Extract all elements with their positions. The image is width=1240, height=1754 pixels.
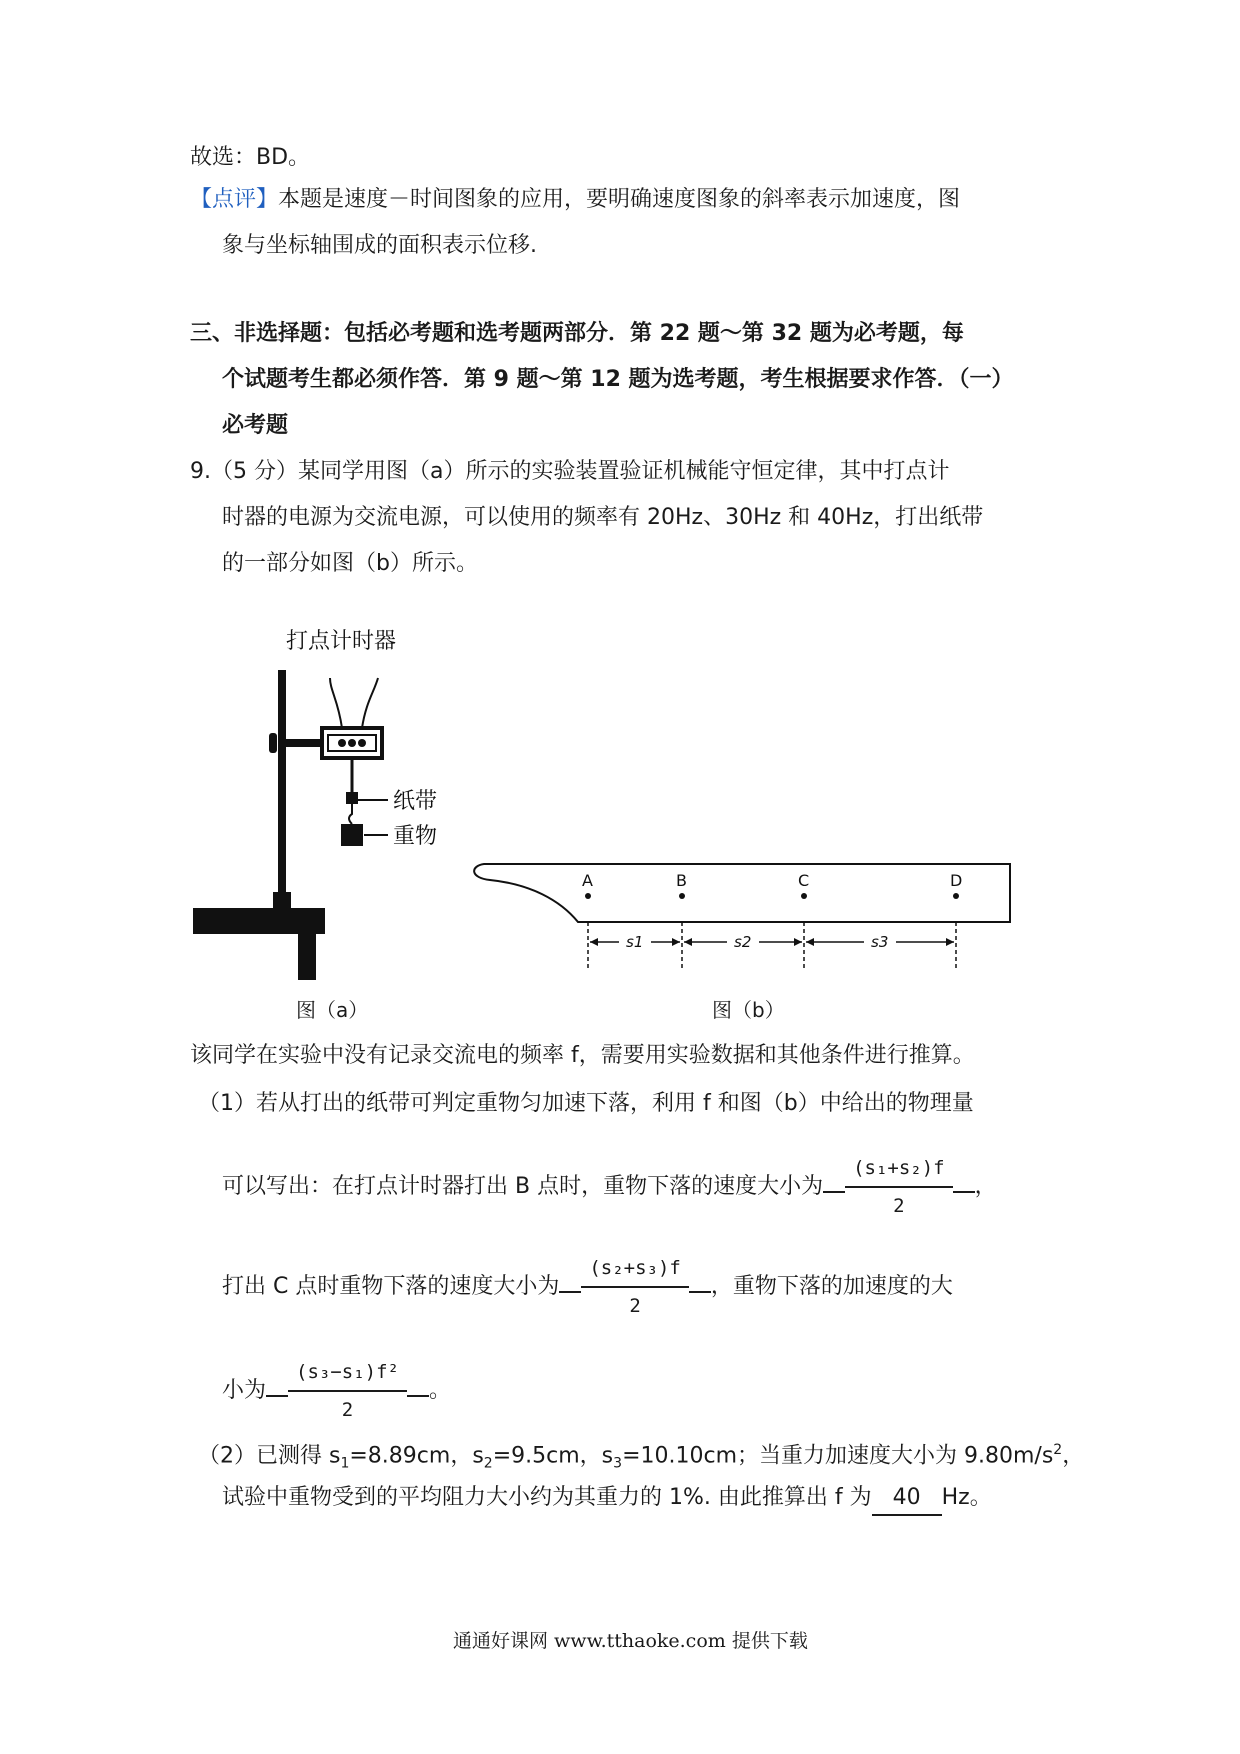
part1-text-a: 小为	[222, 1378, 267, 1403]
clamp-arm	[278, 739, 322, 747]
tape-segments	[588, 922, 956, 968]
answer-vB-den: 2	[845, 1186, 953, 1222]
question-line-3: 的一部分如图（b）所示。	[222, 551, 478, 576]
section-heading-3: 必考题	[222, 413, 289, 438]
clamp-knob	[269, 733, 277, 753]
answer-vB-num: (s₁+s₂)f	[853, 1157, 945, 1179]
part1-line-4	[222, 1356, 451, 1426]
answer-vC-num: (s₂+s₃)f	[589, 1257, 681, 1279]
figure-a-apparatus	[180, 620, 480, 980]
segment-label-s2: s2	[734, 933, 752, 951]
segment-head-right-s1	[672, 938, 680, 946]
answer-vC-den: 2	[581, 1286, 689, 1322]
stand-rod	[278, 670, 286, 894]
section-heading-2: 个试题考生都必须作答．第 9 题～第 12 题为选考题，考生根据要求作答．（一）	[222, 367, 1014, 392]
segment-label-s1: s1	[626, 933, 644, 951]
table-top	[193, 908, 325, 934]
answer-vB	[845, 1152, 953, 1222]
part2-line-2: 试验中重物受到的平均阻力大小约为其重力的 1%. 由此推算出 f 为 40 Hz。	[222, 1482, 992, 1516]
part1-text-vB: 可以写出：在打点计时器打出 B 点时，重物下落的速度大小为	[222, 1174, 824, 1199]
part1-line-2	[222, 1152, 997, 1222]
segment-head-left-s1	[590, 938, 598, 946]
section-heading-1: 三、非选择题：包括必考题和选考题两部分．第 22 题～第 32 题为必考题，每	[190, 321, 964, 346]
tape-point-label-A: A	[582, 871, 593, 890]
comma: ，	[974, 1174, 997, 1199]
tape-dot-C	[801, 893, 807, 899]
answer-vC	[581, 1252, 689, 1322]
tape-dot-D	[953, 893, 959, 899]
answer-a-num: (s₃−s₁)f²	[296, 1361, 399, 1383]
tape-point-label-D: D	[950, 871, 963, 890]
segment-label-s3: s3	[871, 933, 889, 951]
tape-dot-B	[679, 893, 685, 899]
period: 。	[428, 1378, 451, 1403]
part1-text-accel: ，重物下落的加速度的大	[710, 1274, 953, 1299]
label-timer: 打点计时器	[286, 629, 397, 654]
part1-line-1: （1）若从打出的纸带可判定重物匀加速下落，利用 f 和图（b）中给出的物理量	[198, 1091, 974, 1116]
segment-head-right-s2	[794, 938, 802, 946]
hook	[349, 804, 352, 824]
comment-tag: 【点评】	[190, 187, 279, 212]
answer-a	[288, 1356, 407, 1426]
comment-text-1: 本题是速度－时间图象的应用，要明确速度图象的斜率表示加速度，图	[278, 187, 961, 212]
tape-dot-A	[585, 893, 591, 899]
timer-wire-1	[330, 678, 342, 728]
table-leg	[298, 934, 316, 980]
part1-line-3	[222, 1252, 953, 1322]
figure-b-caption: 图（b）	[712, 998, 785, 1022]
part1-text-vC: 打出 C 点时重物下落的速度大小为	[222, 1274, 560, 1299]
segment-head-left-s2	[684, 938, 692, 946]
weight-block	[341, 824, 363, 846]
tape-point-label-C: C	[798, 871, 810, 890]
tape-outline	[474, 864, 1010, 922]
segment-head-right-s3	[946, 938, 954, 946]
stand-base	[273, 892, 291, 910]
part2-line-1: （2）已测得 $s_1=8.89cm$，$s_2=9.5cm$，$s_3=10.10cm$；当重力加速度大小为 $9.80m/s^2$，	[198, 1442, 1085, 1472]
comment-line-1	[190, 184, 960, 216]
label-tape: 纸带	[393, 789, 438, 814]
question-line-1: 9.（5 分）某同学用图（a）所示的实验装置验证机械能守恒定律，其中打点计	[190, 459, 950, 484]
footer-source: 通通好课网 www.tthaoke.com 提供下载	[453, 1630, 808, 1652]
label-weight: 重物	[393, 824, 438, 849]
answer-a-den: 2	[288, 1390, 407, 1426]
question-line-4: 该同学在实验中没有记录交流电的频率 f，需要用实验数据和其他条件进行推算。	[190, 1043, 975, 1068]
question-line-2: 时器的电源为交流电源，可以使用的频率有 20Hz、30Hz 和 40Hz，打出纸带	[222, 505, 984, 530]
segment-head-left-s3	[806, 938, 814, 946]
comment-line-2: 象与坐标轴围成的面积表示位移.	[222, 233, 537, 258]
timer-wire-2	[362, 678, 378, 728]
answer-line: 故选：BD。	[190, 145, 311, 170]
figure-a-caption: 图（a）	[296, 998, 369, 1022]
tape-points	[582, 871, 962, 899]
figure-b-tape	[470, 850, 1030, 980]
answer-frequency: 40	[872, 1482, 942, 1516]
tape-point-label-B: B	[676, 871, 687, 890]
